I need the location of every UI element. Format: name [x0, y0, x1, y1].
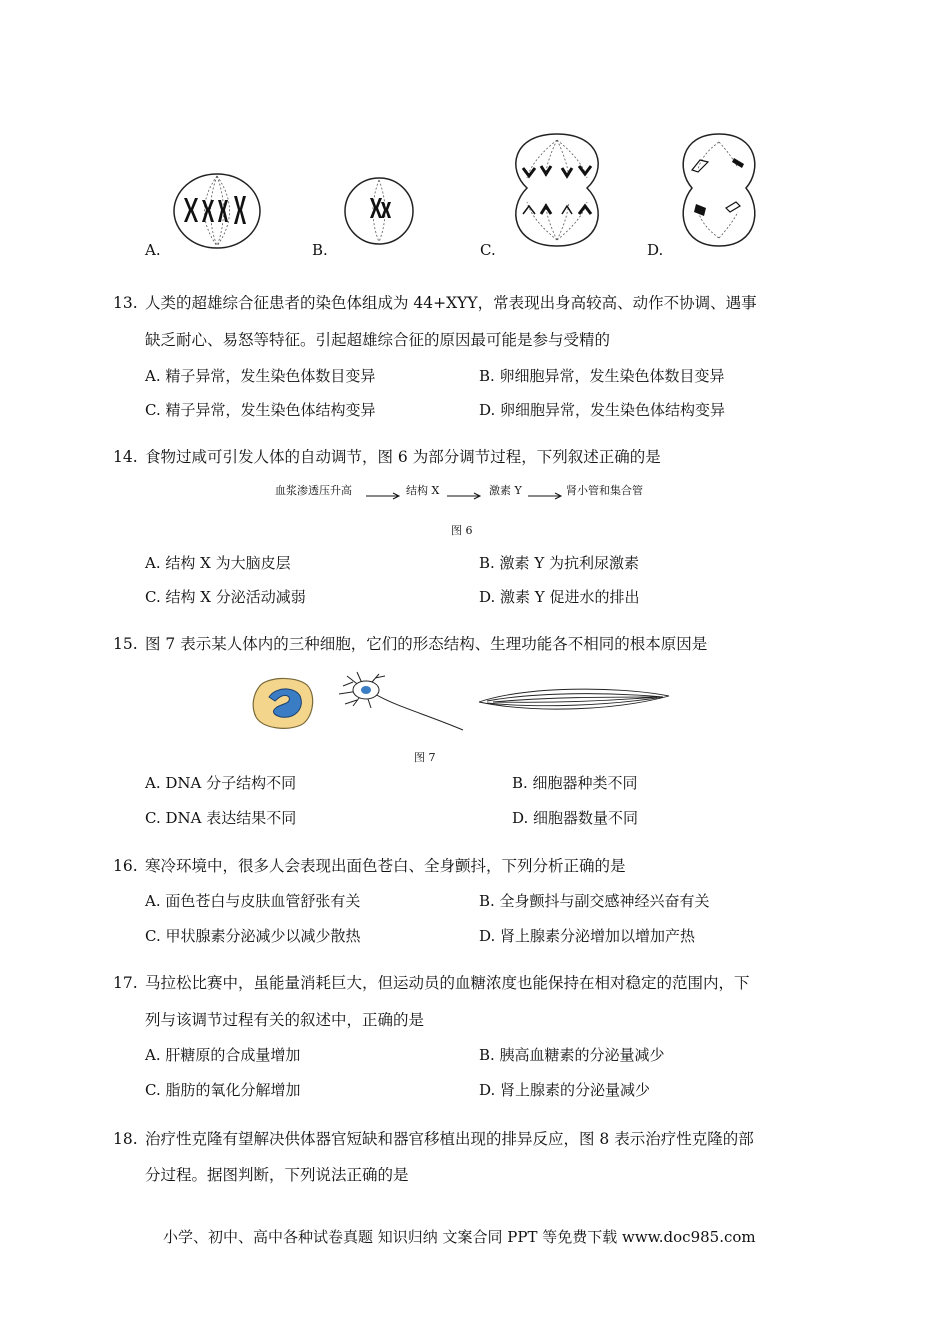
white-blood-cell-figure: [251, 677, 315, 729]
q18-number: 18.: [113, 1130, 138, 1148]
cell-d-figure: [676, 130, 762, 250]
q17-option-b[interactable]: B. 胰高血糖素的分泌量减少: [479, 1046, 665, 1064]
q16-option-d[interactable]: D. 肾上腺素分泌增加以增加产热: [479, 927, 696, 945]
q18-stem-line2: 分过程。据图判断，下列说法正确的是: [145, 1166, 409, 1184]
q17-option-a[interactable]: A. 肝糖原的合成量增加: [145, 1046, 301, 1064]
q15-number: 15.: [113, 635, 138, 653]
q15-stem: 图 7 表示某人体内的三种细胞，它们的形态结构、生理功能各不相同的根本原因是: [145, 635, 708, 653]
q14-number: 14.: [113, 448, 138, 466]
q18-stem-line1: 治疗性克隆有望解决供体器官短缺和器官移植出现的排异反应，图 8 表示治疗性克隆的部: [145, 1130, 754, 1148]
q14-stem: 食物过咸可引发人体的自动调节，图 6 为部分调节过程，下列叙述正确的是: [145, 448, 661, 466]
q16-option-c[interactable]: C. 甲状腺素分泌减少以减少散热: [145, 927, 361, 945]
q17-option-d[interactable]: D. 肾上腺素的分泌量减少: [479, 1081, 651, 1099]
flow-arrow-1: [366, 492, 400, 500]
cell-c-figure: [507, 130, 607, 250]
q13-option-d[interactable]: D. 卵细胞异常，发生染色体结构变异: [479, 401, 726, 419]
q14-option-d[interactable]: D. 激素 Y 促进水的排出: [479, 588, 640, 606]
q16-option-a[interactable]: A. 面色苍白与皮肤血管舒张有关: [145, 892, 361, 910]
figure-7-caption: 图 7: [414, 751, 436, 764]
flow-arrow-2: [447, 492, 481, 500]
q17-stem-line1: 马拉松比赛中，虽能量消耗巨大，但运动员的血糖浓度也能保持在相对稳定的范围内，下: [145, 974, 750, 992]
q13-number: 13.: [113, 294, 138, 312]
q16-number: 16.: [113, 857, 138, 875]
q12-option-c[interactable]: C.: [480, 241, 496, 259]
q12-option-b[interactable]: B.: [312, 241, 328, 259]
q15-option-a[interactable]: A. DNA 分子结构不同: [145, 774, 297, 792]
q13-stem-line2: 缺乏耐心、易怒等特征。引起超雄综合征的原因最可能是参与受精的: [145, 331, 611, 349]
flow-step-2: 结构 X: [406, 484, 440, 497]
flow-step-3: 激素 Y: [489, 484, 522, 497]
q17-option-c[interactable]: C. 脂肪的氧化分解增加: [145, 1081, 301, 1099]
q15-option-c[interactable]: C. DNA 表达结果不同: [145, 809, 297, 827]
q17-number: 17.: [113, 974, 138, 992]
q16-stem: 寒冷环境中，很多人会表现出面色苍白、全身颤抖，下列分析正确的是: [145, 857, 626, 875]
cell-a-metaphase-figure: [172, 172, 262, 250]
muscle-cell-figure: [477, 688, 671, 714]
q14-option-c[interactable]: C. 结构 X 分泌活动减弱: [145, 588, 306, 606]
q17-stem-line2: 列与该调节过程有关的叙述中，正确的是: [145, 1011, 425, 1029]
page-footer: 小学、初中、高中各种试卷真题 知识归纳 文案合同 PPT 等免费下载 www.doc985.com: [163, 1228, 756, 1246]
q13-option-c[interactable]: C. 精子异常，发生染色体结构变异: [145, 401, 376, 419]
flow-step-4: 肾小管和集合管: [566, 484, 643, 497]
q13-option-b[interactable]: B. 卵细胞异常，发生染色体数目变异: [479, 367, 725, 385]
q14-option-b[interactable]: B. 激素 Y 为抗利尿激素: [479, 554, 639, 572]
flow-arrow-3: [528, 492, 562, 500]
neuron-figure: [335, 670, 475, 736]
flow-step-1: 血浆渗透压升高: [275, 484, 352, 497]
q13-option-a[interactable]: A. 精子异常，发生染色体数目变异: [145, 367, 376, 385]
q12-option-d[interactable]: D.: [647, 241, 664, 259]
q13-stem-line1: 人类的超雄综合征患者的染色体组成为 44+XYY，常表现出身高较高、动作不协调、遇事: [145, 294, 757, 312]
q15-option-d[interactable]: D. 细胞器数量不同: [512, 809, 639, 827]
q12-option-a[interactable]: A.: [145, 241, 161, 259]
q16-option-b[interactable]: B. 全身颤抖与副交感神经兴奋有关: [479, 892, 710, 910]
q14-option-a[interactable]: A. 结构 X 为大脑皮层: [145, 554, 291, 572]
figure-6-caption: 图 6: [451, 524, 473, 537]
q15-option-b[interactable]: B. 细胞器种类不同: [512, 774, 638, 792]
cell-b-figure: [343, 176, 415, 246]
